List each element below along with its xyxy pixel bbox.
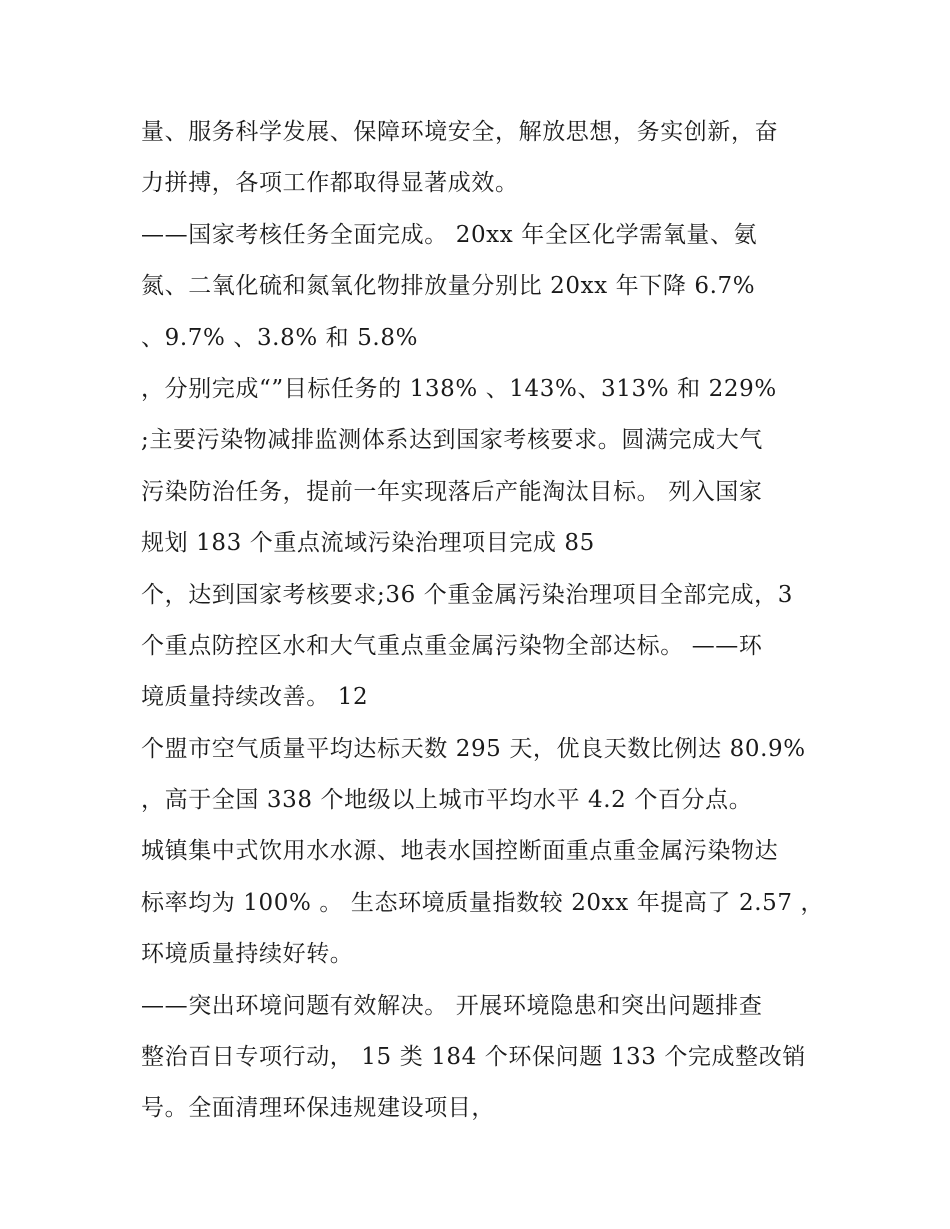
text-line-3: ——国家考核任务全面完成。 20xx 年全区化学需氧量、氨 xyxy=(141,221,758,248)
text-line-6: ，分别完成“”目标任务的 138% 、143%、313% 和 229% xyxy=(141,375,777,402)
text-line-13: 个盟市空气质量平均达标天数 295 天，优良天数比例达 80.9% xyxy=(141,735,806,762)
text-line-7: ;主要污染物减排监测体系达到国家考核要求。圆满完成大气 xyxy=(141,427,763,454)
text-line-12: 境质量持续改善。 12 xyxy=(141,684,369,711)
text-line-9: 规划 183 个重点流域污染治理项目完成 85 xyxy=(141,530,595,557)
text-line-5: 、9.7% 、3.8% 和 5.8% xyxy=(141,324,419,351)
text-line-15: 城镇集中式饮用水水源、地表水国控断面重点重金属污染物达 xyxy=(141,838,779,865)
text-line-8: 污染防治任务，提前一年实现落后产能淘汰目标。 列入国家 xyxy=(141,478,763,505)
text-line-1: 量、服务科学发展、保障环境安全，解放思想，务实创新，奋 xyxy=(141,119,779,145)
text-line-16: 标率均为 100% 。 生态环境质量指数较 20xx 年提高了 2.57 ， xyxy=(141,889,825,916)
body-text xyxy=(141,107,825,1135)
text-line-4: 氮、二氧化硫和氮氧化物排放量分别比 20xx 年下降 6.7% xyxy=(141,273,756,300)
text-line-11: 个重点防控区水和大气重点重金属污染物全部达标。 ——环 xyxy=(141,632,763,659)
text-line-19: 整治百日专项行动， 15 类 184 个环保问题 133 个完成整改销 xyxy=(141,1044,806,1071)
text-line-18: ——突出环境问题有效解决。 开展环境隐患和突出问题排查 xyxy=(141,992,763,1019)
text-line-10: 个，达到国家考核要求;36 个重金属污染治理项目全部完成，3 xyxy=(141,581,793,608)
text-line-2: 力拼搏，各项工作都取得显著成效。 xyxy=(141,170,519,197)
text-line-20: 号。全面清理环保违规建设项目， xyxy=(141,1095,495,1122)
text-line-17: 环境质量持续好转。 xyxy=(141,941,354,968)
text-line-14: ，高于全国 338 个地级以上城市平均水平 4.2 个百分点。 xyxy=(141,787,753,814)
